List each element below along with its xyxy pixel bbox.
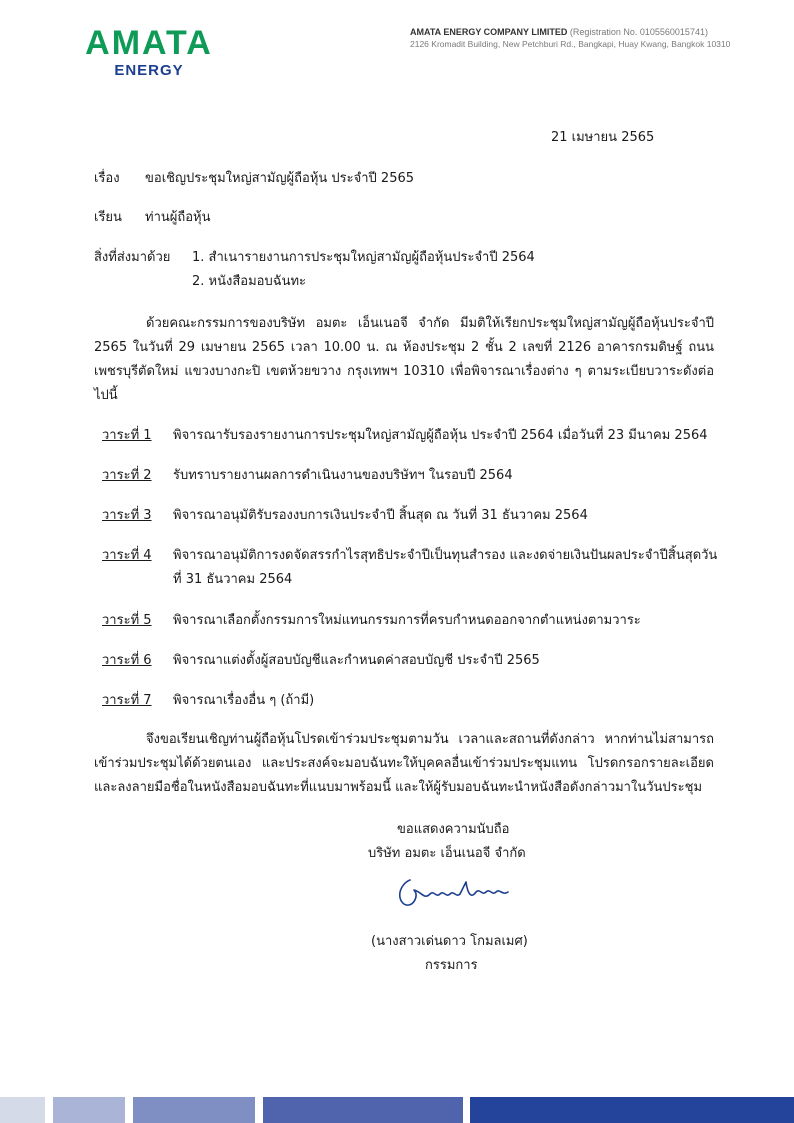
company-info <box>410 26 730 50</box>
company-address: 2126 Kromadit Building, New Petchburi Rd., Bangkapi, Huay Kwang, Bangkok 10310 <box>410 39 731 49</box>
agenda-number: วาระที่ 3 <box>102 508 152 523</box>
logo-wordmark: AMATA <box>85 24 213 62</box>
signer-name: (นางสาวเด่นดาว โกมลเมศ) <box>371 934 528 949</box>
logo-subtitle: ENERGY <box>114 62 184 79</box>
agenda-text: พิจารณาแต่งตั้งผู้สอบบัญชีและกำหนดค่าสอบบัญชี ประจำปี 2565 <box>173 653 540 668</box>
intro-paragraph <box>94 312 714 408</box>
company-name: AMATA ENERGY COMPANY LIMITED <box>410 27 568 37</box>
agenda-number: วาระที่ 1 <box>102 428 152 443</box>
agenda-number: วาระที่ 7 <box>102 693 152 708</box>
enclosures-label: สิ่งที่ส่งมาด้วย <box>94 250 171 265</box>
footer-color-bars <box>0 1097 794 1123</box>
closing-text: จึงขอเรียนเชิญท่านผู้ถือหุ้นโปรดเข้าร่วมประชุมตามวัน เวลาและสถานที่ดังกล่าว หากท่านไม่สามารถเข้าร่วมประชุมได้ด้วยตนเอง และประสงค์จะมอบฉันทะให้บุคคลอื่นเข้าร่วมประชุมแทน โปรดกรอกรายละเอียดและลงลายมือชื่อในหนังสือมอบฉันทะที่แนบมาพร้อมนี้ และให้ผู้รับมอบฉันทะนำหนังสือดังกล่าวมาในวันประชุม <box>94 732 714 795</box>
company-name-line <box>410 26 730 38</box>
agenda-text: พิจารณาอนุมัติรับรองงบการเงินประจำปี สิ้นสุด ณ วันที่ 31 ธันวาคม 2564 <box>173 508 588 523</box>
recipient-text: ท่านผู้ถือหุ้น <box>145 210 211 225</box>
handwritten-signature <box>396 874 514 914</box>
agenda-number: วาระที่ 6 <box>102 653 152 668</box>
agenda-text: พิจารณาเลือกตั้งกรรมการใหม่แทนกรรมการที่ครบกำหนดออกจากตำแหน่งตามวาระ <box>173 613 641 628</box>
recipient-label: เรียน <box>94 210 122 225</box>
agenda-text: พิจารณาอนุมัติการงดจัดสรรกำไรสุทธิประจำปีเป็นทุนสำรอง และงดจ่ายเงินปันผลประจำปีสิ้นสุดวันที่ 31 ธันวาคม 2564 <box>173 548 718 587</box>
agenda-number: วาระที่ 5 <box>102 613 152 628</box>
letter-date: 21 เมษายน 2565 <box>551 130 655 145</box>
footer-bar <box>263 1097 463 1123</box>
footer-bar <box>53 1097 125 1123</box>
footer-bar <box>470 1097 794 1123</box>
agenda-text: พิจารณารับรองรายงานการประชุมใหญ่สามัญผู้ถือหุ้น ประจำปี 2564 เมื่อวันที่ 23 มีนาคม 2564 <box>173 428 708 443</box>
agenda-number: วาระที่ 2 <box>102 468 152 483</box>
sign-off: ขอแสดงความนับถือ <box>397 822 510 837</box>
company-registration: (Registration No. 0105560015741) <box>569 27 708 37</box>
signer-title: กรรมการ <box>425 958 478 973</box>
company-signature-line: บริษัท อมตะ เอ็นเนอจี จำกัด <box>368 846 526 861</box>
closing-paragraph <box>94 728 714 800</box>
agenda-text: รับทราบรายงานผลการดำเนินงานของบริษัทฯ ในรอบปี 2564 <box>173 468 513 483</box>
subject-label: เรื่อง <box>94 171 120 186</box>
intro-text: ด้วยคณะกรรมการของบริษัท อมตะ เอ็นเนอจี จำกัด มีมติให้เรียกประชุมใหญ่สามัญผู้ถือหุ้นประจำปี 2565 ในวันที่ 29 เมษายน 2565 เวลา 10.00 น. ณ ห้องประชุม 2 ชั้น 2 เลขที่ 2126 อาคารกรมดิษฐ์ ถนนเพชรบุรีตัดใหม่ แขวงบางกะปิ เขตห้วยขวาง กรุงเทพฯ 10310 เพื่อพิจารณาเรื่องต่าง ๆ ตามระเบียบวาระดังต่อไปนี้ <box>94 316 714 403</box>
enclosure-item: 2. หนังสือมอบฉันทะ <box>192 274 307 289</box>
footer-bar <box>0 1097 45 1123</box>
agenda-text: พิจารณาเรื่องอื่น ๆ (ถ้ามี) <box>173 693 315 708</box>
company-logo <box>64 26 234 80</box>
enclosure-item: 1. สำเนารายงานการประชุมใหญ่สามัญผู้ถือหุ้นประจำปี 2564 <box>192 250 535 265</box>
agenda-number: วาระที่ 4 <box>102 548 152 563</box>
footer-bar <box>133 1097 255 1123</box>
subject-text: ขอเชิญประชุมใหญ่สามัญผู้ถือหุ้น ประจำปี 2565 <box>145 171 415 186</box>
